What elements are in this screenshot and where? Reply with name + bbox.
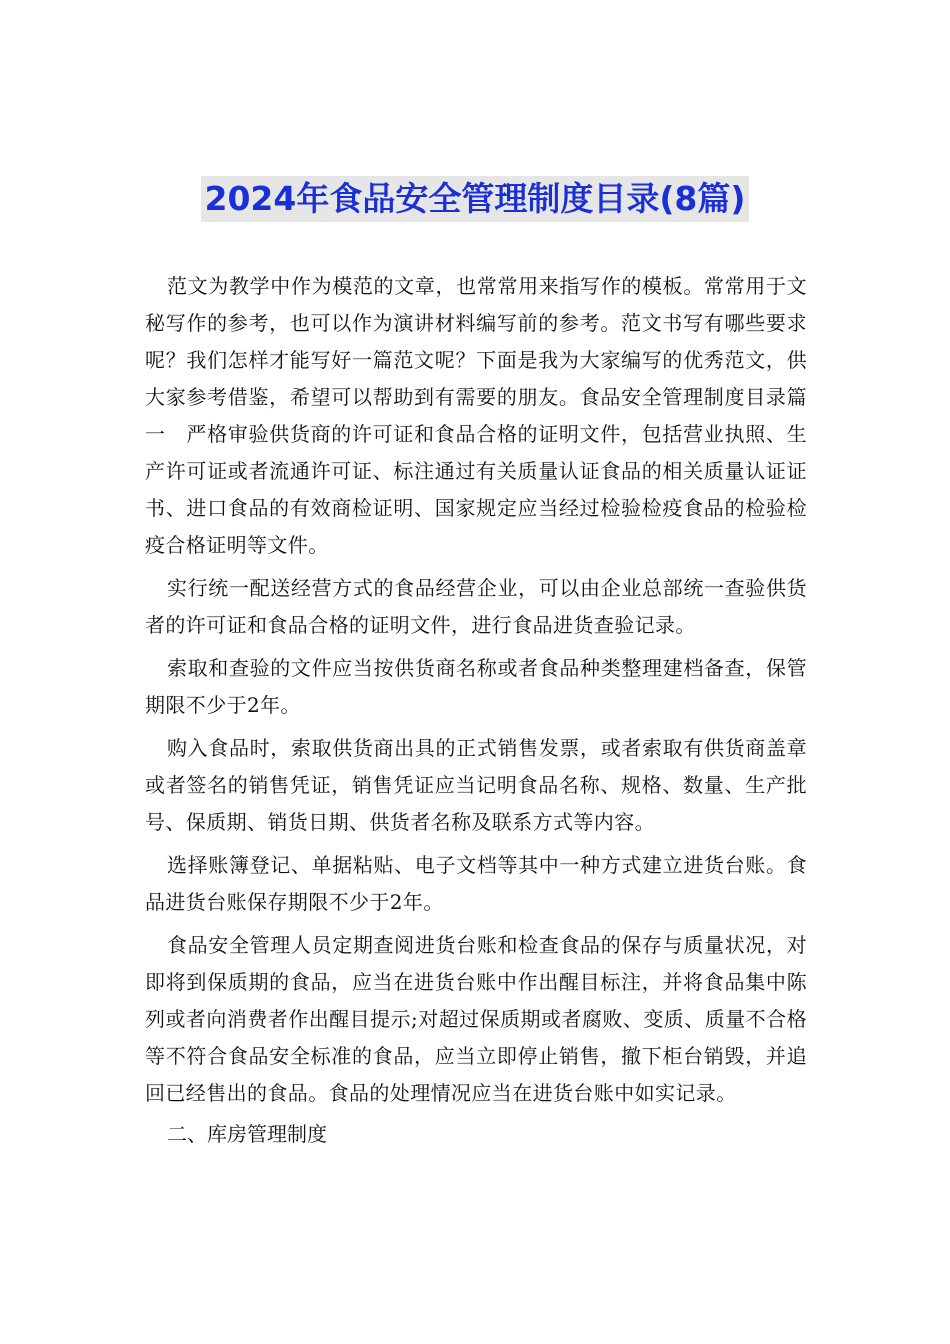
paragraph-intro: 范文为教学中作为模范的文章，也常常用来指写作的模板。常常用于文秘写作的参考，也可以作为演讲材料编写前的参考。范文书写有哪些要求呢？我们怎样才能写好一篇范文呢？下面是我为大家编写的优秀范文，供大家参考借鉴，希望可以帮助到有需要的朋友。食品安全管理制度目录篇一 严格审验供货商的许可证和食品合格的证明文件，包括营业执照、生产许可证或者流通许可证、标注通过有关质量认证食品的相关质量认证证书、进口食品的有效商检证明、国家规定应当经过检验检疫食品的检验检疫合格证明等文件。 bbox=[145, 274, 807, 557]
paragraph-purchase: 购入食品时，索取供货商出具的正式销售发票，或者索取有供货商盖章或者签名的销售凭证，销售凭证应当记明食品名称、规格、数量、生产批号、保质期、销货日期、供货者名称及联系方式等内容。 bbox=[145, 736, 807, 834]
title-wrapper bbox=[0, 176, 950, 222]
paragraph-ledger: 选择账簿登记、单据粘贴、电子文档等其中一种方式建立进货台账。食品进货台账保存期限不少于2年。 bbox=[145, 853, 807, 914]
paragraph-inspection: 食品安全管理人员定期查阅进货台账和检查食品的保存与质量状况，对即将到保质期的食品，应当在进货台账中作出醒目标注，并将食品集中陈列或者向消费者作出醒目提示;对超过保质期或者腐败、变质、质量不合格等不符合食品安全标准的食品，应当立即停止销售，撤下柜台销毁，并追回已经售出的食品。食品的处理情况应当在进货台账中如实记录。 bbox=[145, 933, 807, 1105]
document-title: 2024年食品安全管理制度目录(8篇) bbox=[201, 176, 750, 222]
document-body bbox=[145, 268, 807, 1153]
paragraph-unified-distribution: 实行统一配送经营方式的食品经营企业，可以由企业总部统一查验供货者的许可证和食品合格的证明文件，进行食品进货查验记录。 bbox=[145, 576, 807, 637]
section-heading: 二、库房管理制度 bbox=[167, 1122, 327, 1146]
paragraph-archive: 索取和查验的文件应当按供货商名称或者食品种类整理建档备查，保管期限不少于2年。 bbox=[145, 656, 807, 717]
